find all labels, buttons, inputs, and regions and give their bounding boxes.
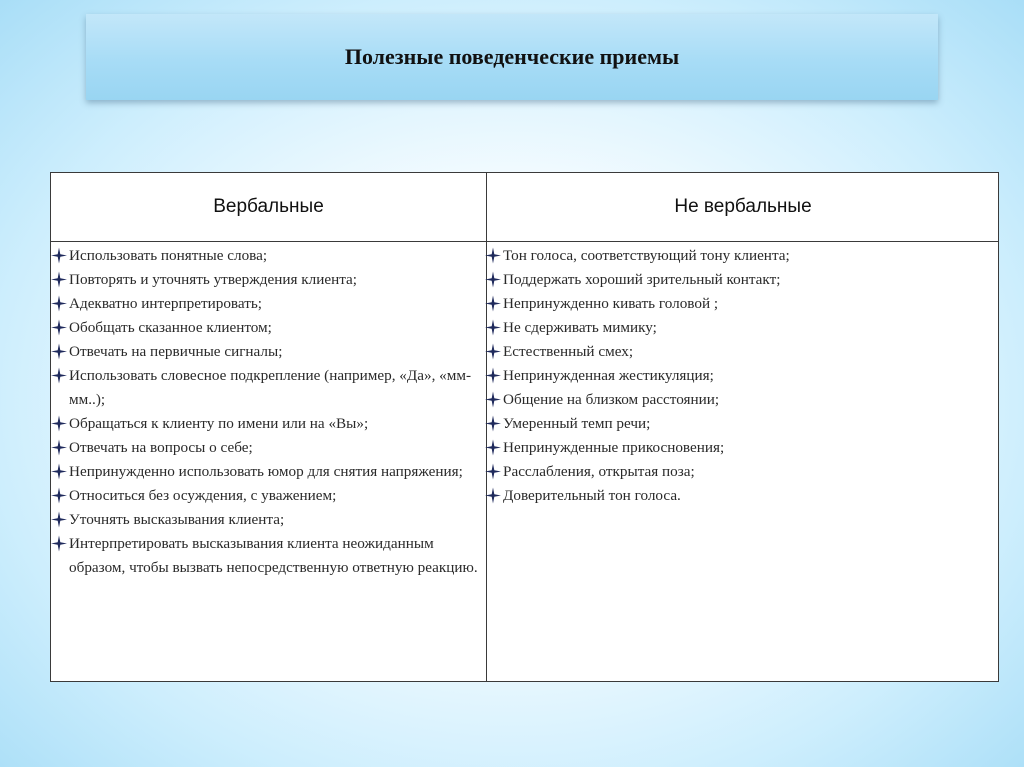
list-item <box>493 340 993 364</box>
list-item-text: Повторять и уточнять утверждения клиента; <box>69 271 357 288</box>
list-item <box>59 316 479 340</box>
behavior-table <box>50 172 999 682</box>
four-point-star-icon <box>51 343 67 360</box>
list-item <box>59 508 479 532</box>
list-item <box>59 484 479 508</box>
four-point-star-icon <box>51 367 67 384</box>
four-point-star-icon <box>51 247 67 264</box>
list-item <box>59 412 479 436</box>
list-item-text: Непринужденно кивать головой ; <box>503 295 719 312</box>
list-item-text: Расслабления, открытая поза; <box>503 463 695 480</box>
list-item-text: Интерпретировать высказывания клиента неожиданным образом, чтобы вызвать непосредственную ответную реакцию. <box>69 535 478 576</box>
four-point-star-icon <box>485 391 501 408</box>
list-item-text: Общение на близком расстоянии; <box>503 391 720 408</box>
list-item-text: Отвечать на вопросы о себе; <box>69 439 253 456</box>
verbal-list <box>59 244 479 580</box>
title-banner <box>86 14 938 100</box>
list-item <box>59 364 479 412</box>
list-item-text: Использовать понятные слова; <box>69 247 268 264</box>
list-item <box>59 532 479 580</box>
list-item <box>493 292 993 316</box>
four-point-star-icon <box>485 439 501 456</box>
list-item <box>59 292 479 316</box>
list-item <box>493 484 993 508</box>
list-item <box>59 436 479 460</box>
list-item <box>59 460 479 484</box>
list-item <box>59 244 479 268</box>
four-point-star-icon <box>485 319 501 336</box>
list-item <box>59 340 479 364</box>
list-item <box>493 316 993 340</box>
four-point-star-icon <box>51 271 67 288</box>
four-point-star-icon <box>485 487 501 504</box>
list-item-text: Отвечать на первичные сигналы; <box>69 343 283 360</box>
four-point-star-icon <box>485 343 501 360</box>
list-item-text: Непринужденно использовать юмор для снятия напряжения; <box>69 463 463 480</box>
list-item-text: Непринужденная жестикуляция; <box>503 367 714 384</box>
slide-title: Полезные поведенческие приемы <box>344 44 680 69</box>
four-point-star-icon <box>51 439 67 456</box>
four-point-star-icon <box>51 535 67 552</box>
list-item-text: Обобщать сказанное клиентом; <box>69 319 272 336</box>
list-item-text: Непринужденные прикосновения; <box>503 439 725 456</box>
list-item-text: Использовать словесное подкрепление (например, «Да», «мм-мм..); <box>69 367 472 408</box>
list-item-text: Уточнять высказывания клиента; <box>69 511 285 528</box>
four-point-star-icon <box>485 247 501 264</box>
four-point-star-icon <box>51 319 67 336</box>
four-point-star-icon <box>51 487 67 504</box>
four-point-star-icon <box>51 511 67 528</box>
list-item <box>493 460 993 484</box>
list-item-text: Обращаться к клиенту по имени или на «Вы»; <box>69 415 369 432</box>
four-point-star-icon <box>51 295 67 312</box>
four-point-star-icon <box>485 295 501 312</box>
four-point-star-icon <box>485 463 501 480</box>
list-item <box>493 268 993 292</box>
header-divider <box>51 241 998 242</box>
four-point-star-icon <box>485 367 501 384</box>
list-item-text: Доверительный тон голоса. <box>503 487 681 504</box>
column-header-nonverbal: Не вербальные <box>674 196 812 217</box>
list-item-text: Не сдерживать мимику; <box>503 319 657 336</box>
list-item <box>493 388 993 412</box>
nonverbal-list <box>493 244 993 508</box>
four-point-star-icon <box>51 463 67 480</box>
four-point-star-icon <box>51 415 67 432</box>
list-item-text: Тон голоса, соответствующий тону клиента; <box>503 247 790 264</box>
list-item-text: Поддержать хороший зрительный контакт; <box>503 271 781 288</box>
four-point-star-icon <box>485 271 501 288</box>
list-item <box>493 412 993 436</box>
column-header-verbal: Вербальные <box>213 196 324 217</box>
list-item-text: Естественный смех; <box>503 343 634 360</box>
list-item-text: Относиться без осуждения, с уважением; <box>69 487 337 504</box>
list-item <box>493 364 993 388</box>
list-item <box>493 244 993 268</box>
list-item <box>493 436 993 460</box>
list-item-text: Адекватно интерпретировать; <box>69 295 263 312</box>
list-item-text: Умеренный темп речи; <box>503 415 651 432</box>
list-item <box>59 268 479 292</box>
four-point-star-icon <box>485 415 501 432</box>
